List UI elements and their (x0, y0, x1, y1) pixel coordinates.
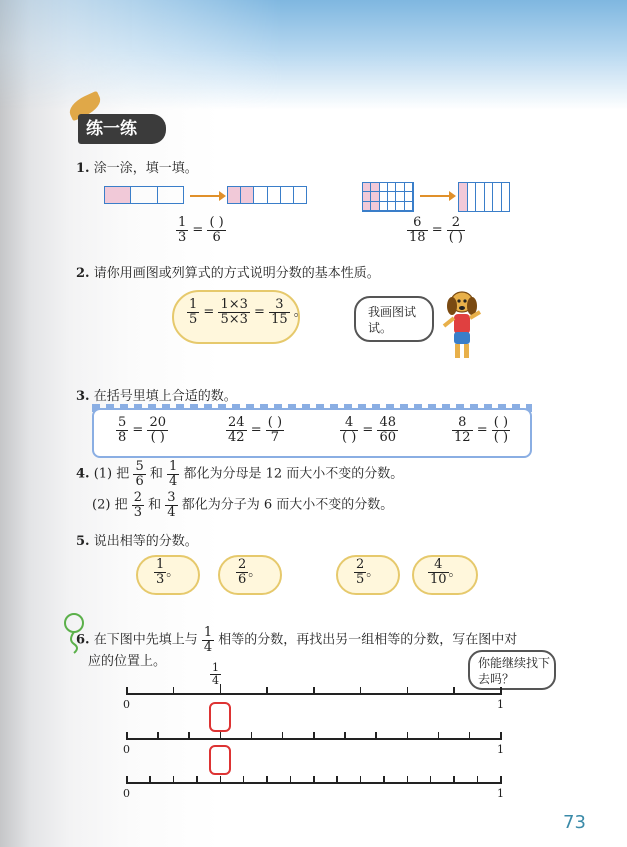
number-line-tick (266, 776, 268, 784)
quarter-marker (220, 684, 222, 694)
number-line-one: 1 (497, 743, 504, 756)
number-line-tick (196, 776, 198, 784)
q5-item-3: $\frac{2}{5}$ 。 (356, 557, 380, 587)
number-line-tick (500, 776, 502, 784)
number-line-tick (453, 776, 455, 784)
number-line-tick (188, 732, 190, 740)
number-line-zero: 0 (123, 698, 130, 711)
number-line-tick (126, 776, 128, 784)
number-line-tick (313, 732, 315, 740)
number-line-zero: 0 (123, 787, 130, 800)
q2-text: 2. 请你用画图或列算式的方式说明分数的基本性质。 (76, 266, 380, 281)
q1-label: 1. (76, 161, 90, 176)
arrow-icon (190, 195, 220, 197)
answer-box[interactable] (209, 702, 231, 732)
q4-part-1: 4. (1) 把 $\frac{5}{6}$ 和 $\frac{1}{4}$ 都化为分母是 12 而大小不变的分数。 (76, 459, 404, 489)
answer-box[interactable] (209, 745, 231, 775)
number-line-tick (430, 776, 432, 784)
q6-speech-bubble: 你能继续找下去吗？ (468, 650, 556, 690)
q3-item-3: $\frac{4}{( )}$ = $\frac{48}{60}$ (342, 415, 397, 445)
q3-text: 3. 在括号里填上合适的数。 (76, 389, 237, 404)
number-line-tick (157, 732, 159, 740)
number-line-tick (407, 732, 409, 740)
number-line-tick (360, 776, 362, 784)
number-line-tick (251, 732, 253, 740)
number-line-tick (126, 732, 128, 740)
q1-equation-left: $\frac{1}{3}$ = $\frac{( )}{6}$ (178, 215, 224, 245)
number-line-tick (266, 687, 268, 695)
number-line-tick (407, 776, 409, 784)
bar-sixths[interactable] (227, 186, 307, 204)
page-number: 73 (563, 812, 586, 833)
number-line-tick (243, 776, 245, 784)
number-line-tick (500, 687, 502, 695)
bar-blank[interactable] (458, 182, 510, 212)
q5-item-1: $\frac{1}{3}$ 。 (156, 557, 180, 587)
number-line-tick (173, 687, 175, 695)
number-line-tick (313, 776, 315, 784)
bar-thirds[interactable] (104, 186, 184, 204)
arrow-icon (420, 195, 450, 197)
number-line-tick (149, 776, 151, 784)
q5-item-2: $\frac{2}{6}$ 。 (238, 557, 262, 587)
q5-item-4: $\frac{4}{10}$ 。 (430, 557, 462, 587)
q1-instruction: 涂一涂，填一填。 (93, 161, 198, 176)
number-line-tick (477, 776, 479, 784)
numberline-label-top: $\frac{1}{4}$ (212, 661, 219, 687)
number-line-tick (336, 776, 338, 784)
dog-speech-bubble: 我画图试试。 (354, 296, 434, 342)
number-line-tick (407, 687, 409, 695)
number-line-tick (360, 687, 362, 695)
dog-mascot-icon (440, 288, 485, 362)
q3-item-2: $\frac{24}{42}$ = $\frac{( )}{7}$ (228, 415, 283, 445)
number-line-zero: 0 (123, 743, 130, 756)
q1-equation-right: $\frac{6}{18}$ = $\frac{2}{( )}$ (409, 215, 463, 245)
q1-text (76, 157, 198, 176)
q6-text: 6. 在下图中先填上与 $\frac{1}{4}$ 相等的分数，再找出另一组相等的分数，写在图中对 (76, 625, 518, 655)
q3-item-1: $\frac{5}{8}$ = $\frac{20}{( )}$ (118, 415, 167, 445)
section-title: 练一练 (78, 114, 166, 144)
number-line-tick (469, 732, 471, 740)
number-line-tick (313, 687, 315, 695)
number-line-tick (344, 732, 346, 740)
number-line-tick (282, 732, 284, 740)
grid-eighteenths[interactable] (362, 182, 414, 212)
number-line-tick (375, 732, 377, 740)
number-line-tick (438, 732, 440, 740)
number-line-tick (290, 776, 292, 784)
q3-item-4: $\frac{8}{12}$ = $\frac{( )}{( )}$ (454, 415, 509, 445)
number-line-tick (453, 687, 455, 695)
number-line-one: 1 (497, 698, 504, 711)
number-line-tick (500, 732, 502, 740)
number-line-one: 1 (497, 787, 504, 800)
q6-text-cont: 应的位置上。 (88, 654, 167, 669)
number-line-tick (383, 776, 385, 784)
q2-equation: $\frac{1}{5}$ = $\frac{1\times 3}{5\times 3}$ = $\frac{3}{15}$ 。 (189, 297, 307, 327)
q4-part-2: (2) 把 $\frac{2}{3}$ 和 $\frac{3}{4}$ 都化为分子为 6 而大小不变的分数。 (92, 490, 394, 520)
number-line-tick (173, 776, 175, 784)
number-line-tick (126, 687, 128, 695)
number-line-tick (220, 732, 222, 740)
q5-text: 5. 说出相等的分数。 (76, 534, 198, 549)
number-line-tick (220, 776, 222, 784)
